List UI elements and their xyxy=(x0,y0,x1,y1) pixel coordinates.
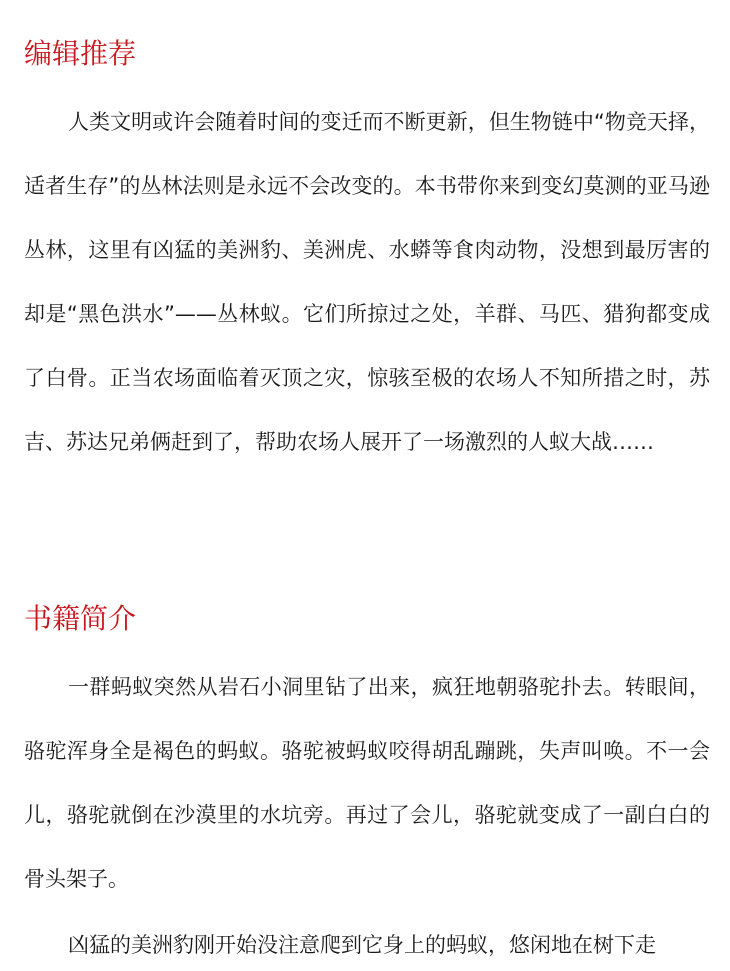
editor-pick-heading: 编辑推荐 xyxy=(24,37,137,70)
book-intro-paragraph-1: 一群蚂蚁突然从岩石小洞里钻了出来，疯狂地朝骆驼扑去。转眼间，骆驼浑身全是褐色的蚂蚁。骆驼被蚂蚁咬得胡乱蹦跳，失声叫唤。不一会儿，骆驼就倒在沙漠里的水坑旁。再过了会儿，骆驼就变成了一副白白的骨头架子。 xyxy=(24,675,710,891)
book-intro-heading: 书籍简介 xyxy=(24,602,137,635)
editor-pick-paragraph: 人类文明或许会随着时间的变迁而不断更新，但生物链中“物竞天择，适者生存”的丛林法则是永远不会改变的。本书带你来到变幻莫测的亚马逊丛林，这里有凶猛的美洲豹、美洲虎、水蟒等食肉动物，没想到最厉害的却是“黑色洪水”——丛林蚁。它们所掠过之处，羊群、马匹、猎狗都变成了白骨。正当农场面临着灭顶之灾，惊骇至极的农场人不知所措之时，苏吉、苏达兄弟俩赶到了，帮助农场人展开了一场激烈的人蚁大战…… xyxy=(24,110,710,454)
book-intro-paragraph-2: 凶猛的美洲豹刚开始没注意爬到它身上的蚂蚁，悠闲地在树下走 xyxy=(68,933,656,957)
